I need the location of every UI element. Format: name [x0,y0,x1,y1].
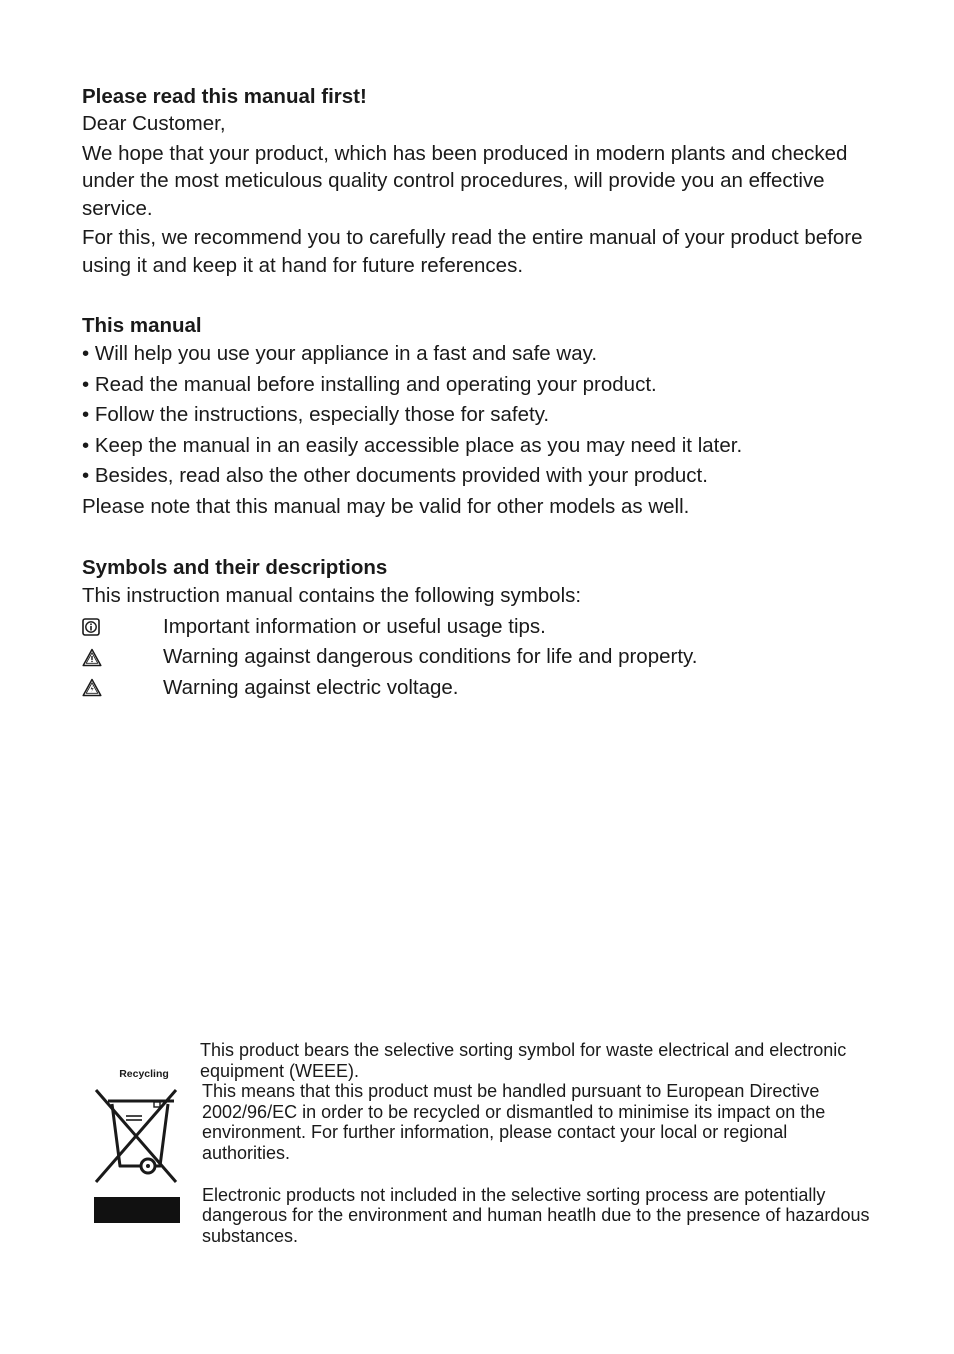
intro-paragraph-2: For this, we recommend you to carefully read the entire manual of your product before using it and keep it at hand for future references. [82,226,863,277]
symbols-heading: Symbols and their descriptions [82,556,388,579]
recycling-paragraph-3: Electronic products not included in the selective sorting process are potentially dangerous for the environment and human heatlh due to the presence of hazardous substances. [202,1184,870,1246]
manual-bullet: • Keep the manual in an easily accessible place as you may need it later. [82,433,743,457]
intro-heading: Please read this manual first! [82,85,367,108]
manual-bullet: • Follow the instructions, especially those for safety. [82,403,550,426]
symbol-row [82,673,872,704]
info-icon [82,612,163,642]
manual-note: Please note that this manual may be valid for other models as well. [82,494,690,518]
recycling-paragraph-2: This means that this product must be handled pursuant to European Directive 2002/96/EC in order to be recycled or dismantled to minimise its impact on the environment. For further information, please contact your local or regional authorities. [202,1081,826,1163]
symbol-row [82,612,872,643]
recycling-section [82,1040,882,1260]
weee-recycling-logo [92,1066,192,1226]
manual-bullet: • Will help you use your appliance in a fast and safe way. [82,342,598,365]
intro-greeting: Dear Customer, [82,112,226,135]
manual-heading: This manual [82,314,202,337]
intro-paragraph-1: We hope that your product, which has been produced in modern plants and checked under the most meticulous quality control procedures, will provide you an effective service. [82,141,848,220]
recycling-text [200,1040,880,1246]
warning-triangle-icon [82,642,163,672]
manual-bullet: • Read the manual before installing and operating your product. [82,372,657,396]
manual-bullet: • Besides, read also the other documents provided with your product. [82,464,708,487]
symbol-description: Warning against electric voltage. [163,675,459,699]
recycling-paragraph-1: This product bears the selective sorting symbol for waste electrical and electronic equipment (WEEE). [200,1040,847,1081]
symbol-description: Warning against dangerous conditions for life and property. [163,645,698,668]
symbol-row [82,642,872,673]
manual-page [82,84,872,703]
symbol-description: Important information or useful usage tips. [163,614,546,638]
recycling-logo-label: Recycling [119,1068,169,1080]
symbols-intro: This instruction manual contains the following symbols: [82,584,582,607]
crossed-bin-icon [92,1066,192,1226]
electric-warning-icon [82,673,163,703]
